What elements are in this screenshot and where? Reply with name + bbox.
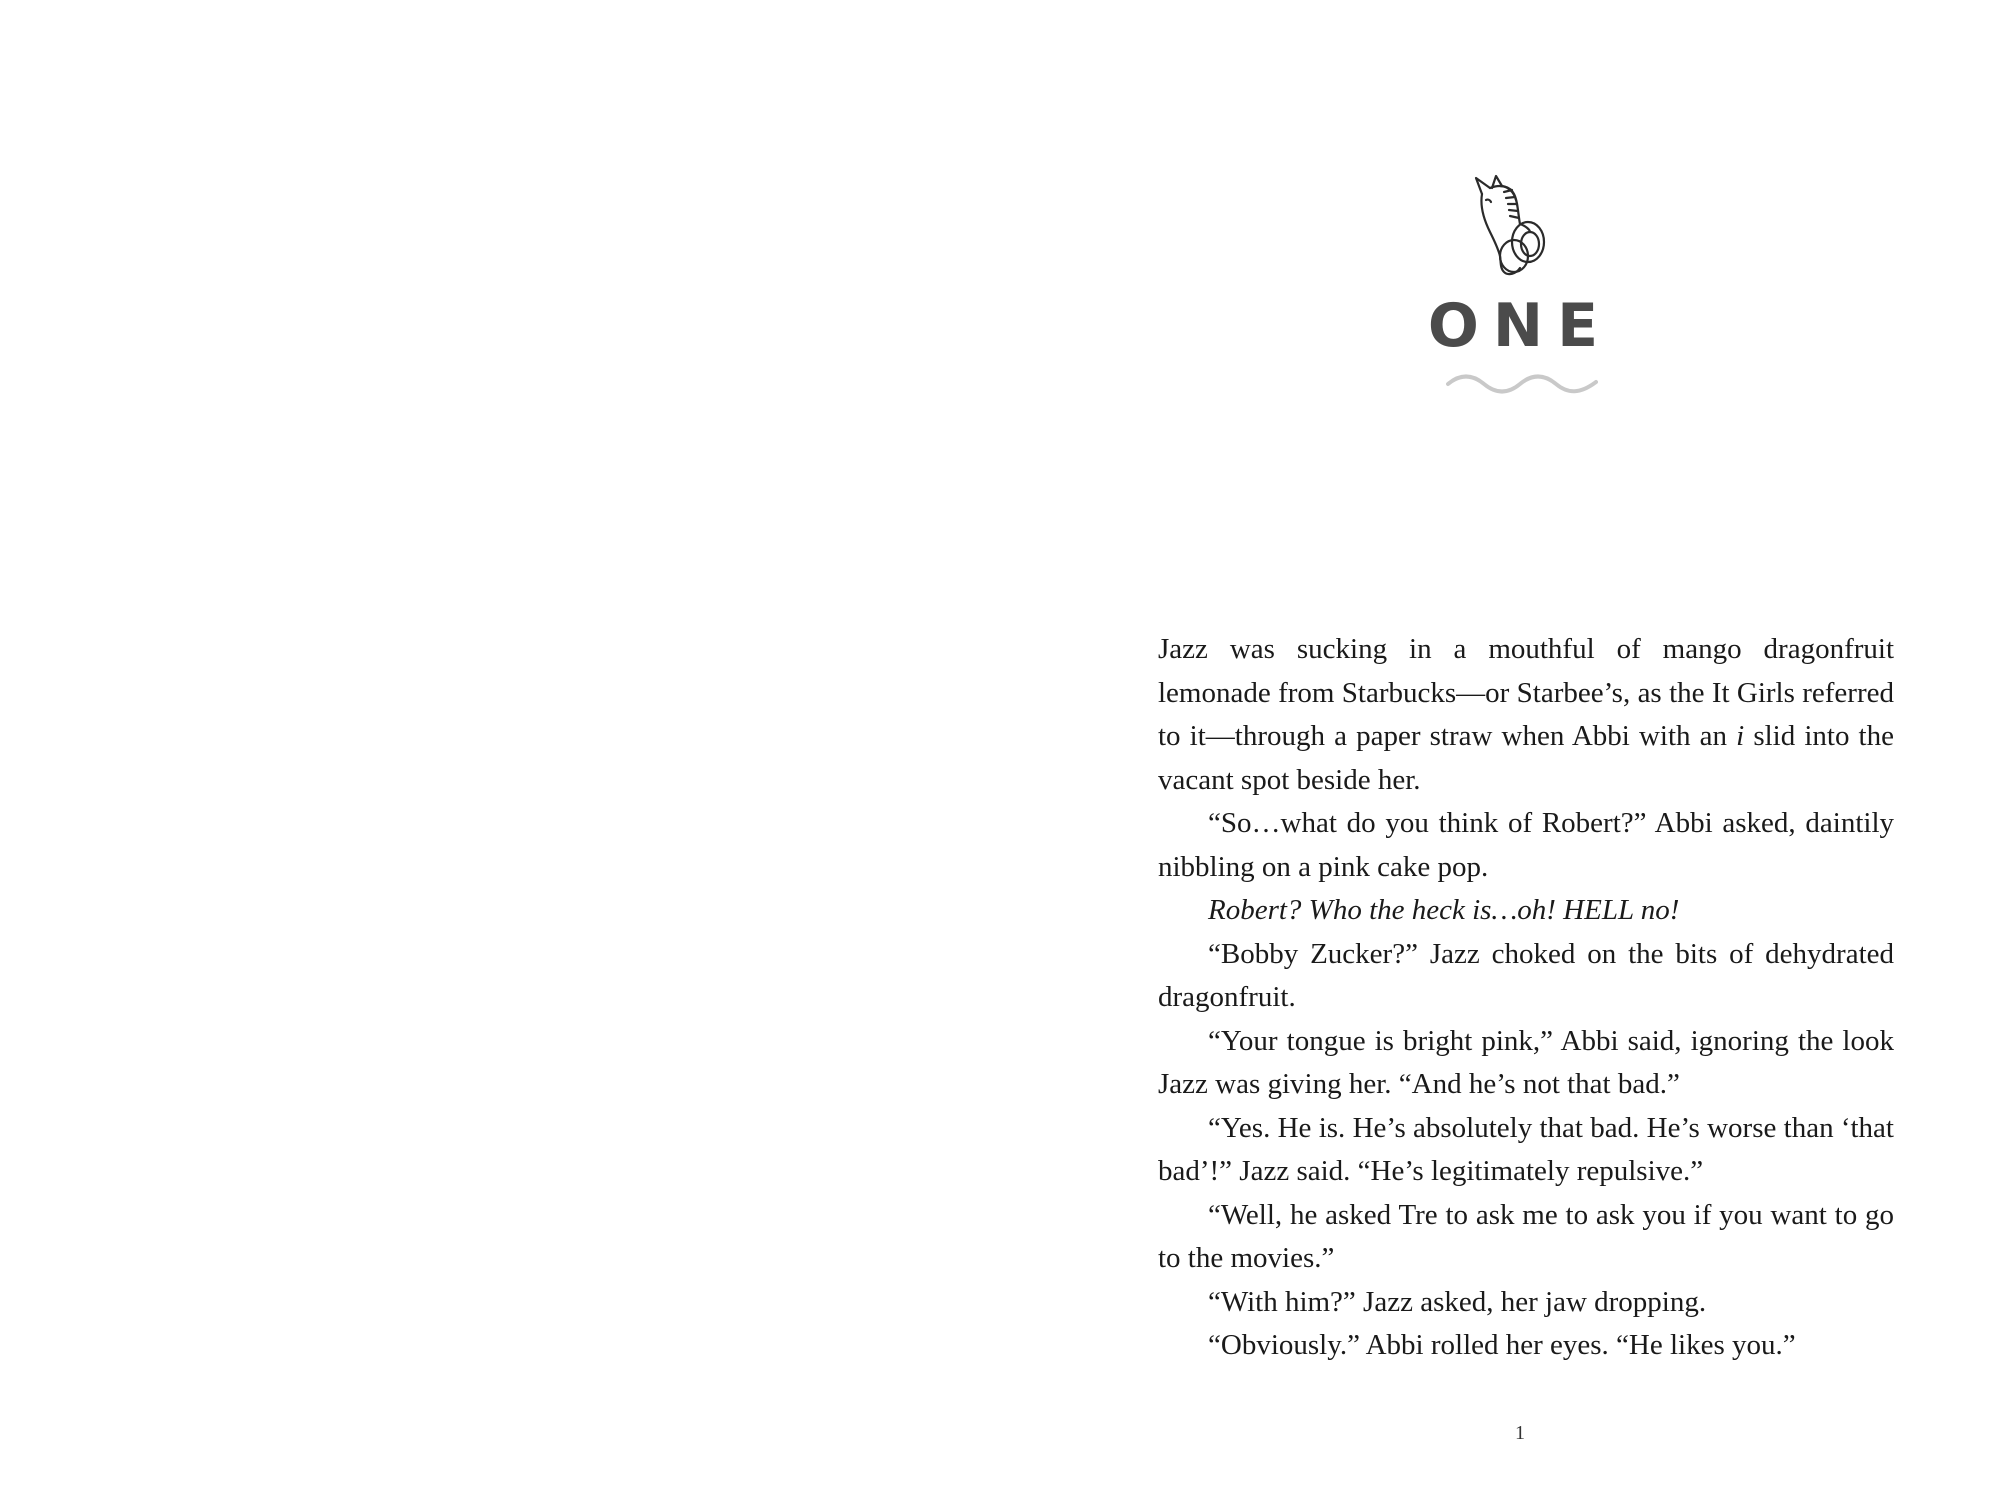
paragraph [1158,1194,1894,1281]
paragraph [1158,1107,1894,1194]
text-run: “With him?” Jazz asked, her jaw dropping. [1208,1285,1707,1318]
italic-text-run: i [1736,720,1745,752]
page-number: 1 [1515,1422,1525,1444]
text-run: “So…what do you think of Robert?” Abbi asked, daintily nibbling on a pink cake pop. [1158,807,1894,883]
text-run: Jazz was sucking in a mouthful of mango dragonfruit lemonade from Starbucks—or Starbee’s, as the It Girls referred to it—through a paper straw when Abbi with an [1158,633,1894,752]
paragraph [1158,1324,1894,1368]
text-run: “Obviously.” Abbi rolled her eyes. “He likes you.” [1208,1329,1796,1361]
text-run: slid into the vacant spot beside her. [1158,720,1894,796]
paragraph [1158,1020,1894,1107]
horse-with-headphones-icon [1470,172,1560,282]
chapter-body-text [1158,628,1894,1368]
right-page [1000,0,2000,1500]
text-run: “Yes. He is. He’s absolutely that bad. He’s worse than ‘that bad’!” Jazz said. “He’s legitimately repulsive.” [1158,1111,1894,1187]
paragraph [1158,1281,1894,1325]
chapter-title: ONE [1427,291,1613,361]
paragraph [1158,628,1894,802]
paragraph [1158,802,1894,889]
wave-divider-icon [1446,372,1598,394]
text-run: “Well, he asked Tre to ask me to ask you if you want to go to the movies.” [1158,1198,1894,1274]
italic-text-run: Robert? Who the heck is…oh! HELL no! [1208,894,1680,926]
paragraph [1158,933,1894,1020]
paragraph [1158,889,1894,933]
text-run: “Your tongue is bright pink,” Abbi said, ignoring the look Jazz was giving her. “And he’s not that bad.” [1158,1024,1894,1100]
text-run: “Bobby Zucker?” Jazz choked on the bits of dehydrated dragonfruit. [1158,937,1894,1013]
